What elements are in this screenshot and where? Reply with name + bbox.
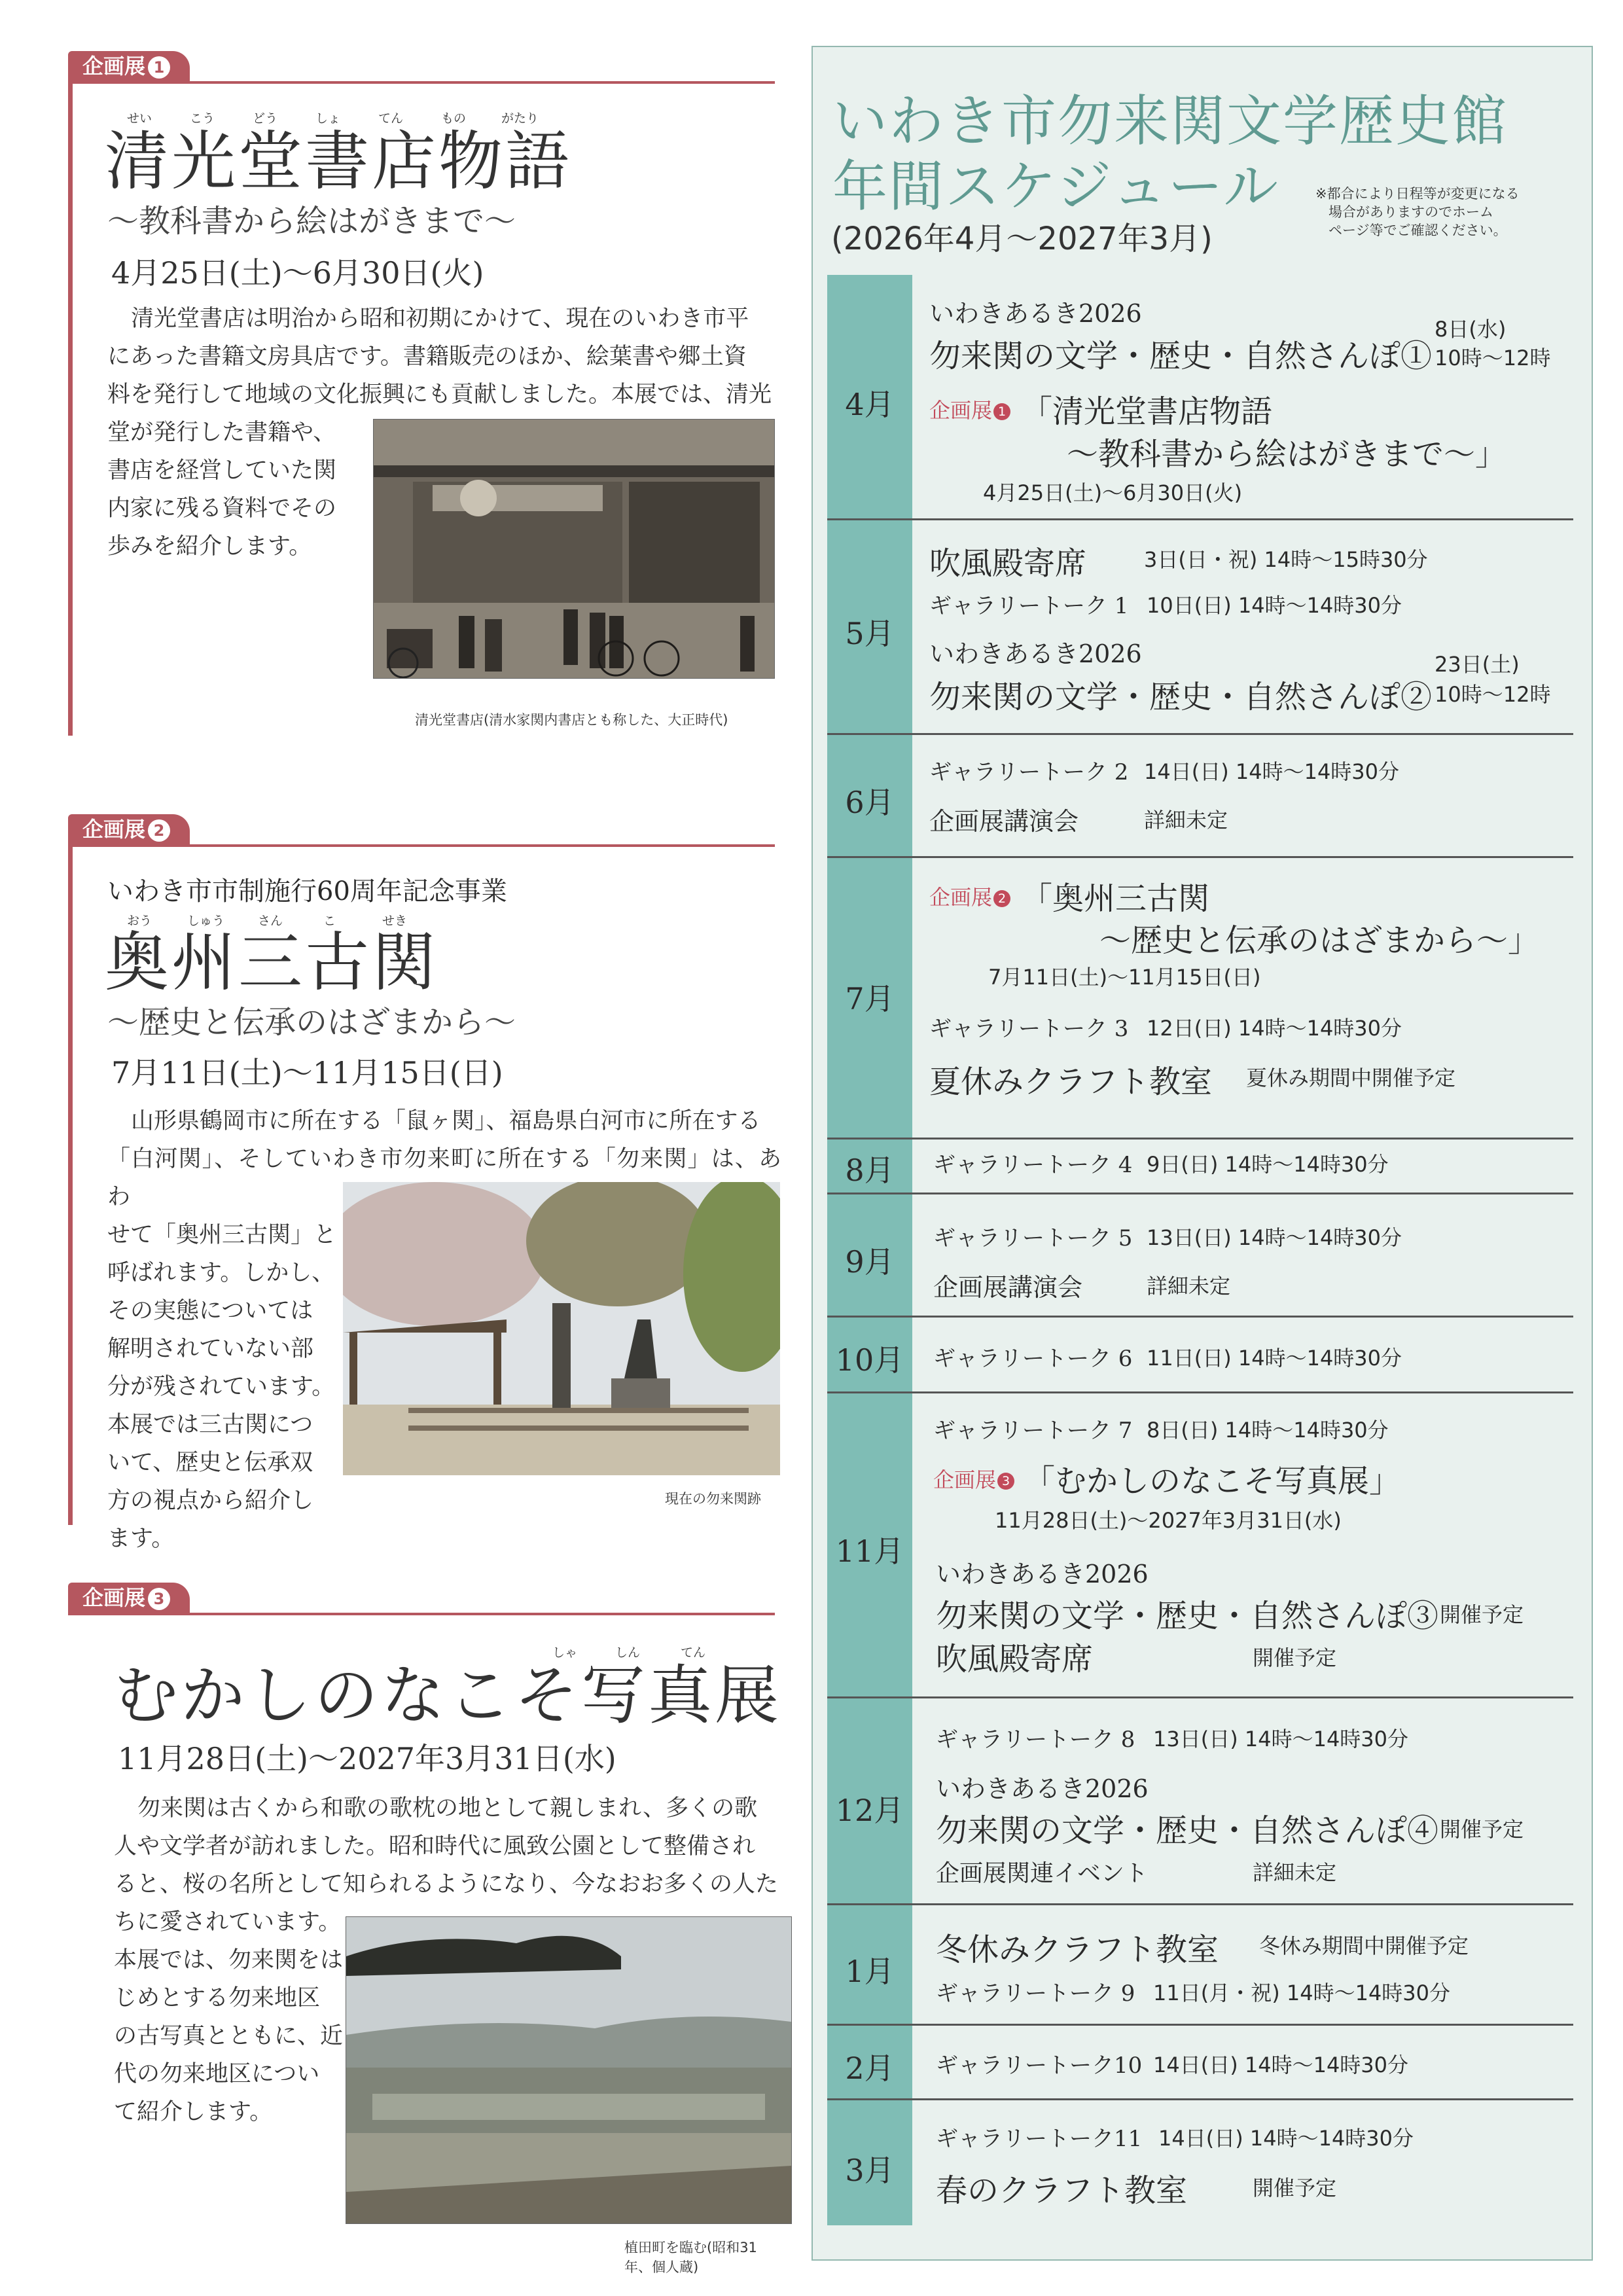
month-label: 12月 (835, 1793, 904, 1828)
month-label: 3月 (845, 2153, 895, 2188)
exhibition-number: 3 (148, 1588, 170, 1610)
body-line: て紹介します。 (114, 2099, 273, 2125)
ruby-char: しょ (315, 111, 341, 126)
event-time: 11日(月・祝) 14時〜14時30分 (1153, 1981, 1451, 2005)
tag-label: 企画展 (929, 885, 993, 910)
event-title: 夏休みクラフト教室 (929, 1064, 1213, 1100)
event-title: 企画展関連イベント (936, 1860, 1149, 1887)
row-divider (827, 1696, 1573, 1698)
tag-number: 3 (997, 1473, 1014, 1490)
body-line: 勿来関は古くから和歌の歌枕の地として親しまれ、多くの歌 (137, 1795, 758, 1821)
event-time: 9日(日) 14時〜14時30分 (1147, 1152, 1389, 1177)
row-divider (827, 1903, 1573, 1905)
row-divider (827, 1193, 1573, 1194)
ruby-char: こ (323, 914, 336, 928)
event-time: 開催予定 (1440, 1817, 1524, 1842)
ruby-char: てん (681, 1645, 706, 1660)
tag-label: 企画展 (933, 1467, 997, 1492)
ruby-char: もの (441, 111, 467, 126)
tag-number: 2 (993, 890, 1010, 907)
exhibition-subtitle: 〜歴史と伝承のはざまから〜 (107, 1004, 516, 1041)
event-title: ギャラリートーク 3 (929, 1016, 1129, 1042)
row-divider (827, 2098, 1573, 2100)
ruby-char: さん (258, 914, 283, 928)
event-label: いわきあるき2026 (929, 639, 1142, 668)
ruby-char: しゃ (552, 1645, 578, 1660)
note-line: ページ等でご確認ください。 (1329, 223, 1507, 238)
event-title: ギャラリートーク 9 (936, 1981, 1135, 2007)
event-time: 3日(日・祝) 14時〜15時30分 (1144, 547, 1428, 572)
event-title: 春のクラフト教室 (936, 2172, 1188, 2209)
exhibition-tag (929, 881, 1010, 911)
ruby-char: しゅう (187, 914, 225, 928)
event-title: ギャラリートーク 2 (929, 759, 1129, 785)
body-line: 代の勿来地区につい (114, 2061, 320, 2087)
body-line: の古写真とともに、近 (114, 2023, 344, 2049)
exhibition-title: 「むかしのなこそ写真展」 (1024, 1463, 1401, 1499)
event-title: ギャラリートーク 7 (933, 1418, 1133, 1444)
body-line: 人や文学者が訪れました。昭和時代に風致公園として整備され (114, 1833, 756, 1859)
exhibition-date: 7月11日(土)〜11月15日(日) (111, 1055, 503, 1090)
body-line: 料を発行して地域の文化振興にも貢献しました。本展では、清光 (107, 382, 772, 408)
event-time: 11日(日) 14時〜14時30分 (1147, 1346, 1402, 1371)
exhibition-tab (68, 814, 190, 844)
schedule-subtitle: 年間スケジュール (832, 154, 1279, 219)
photo-caption: 清光堂書店(清水家関内書店とも称した、大正時代) (415, 712, 728, 728)
event-time: 14日(日) 14時〜14時30分 (1158, 2126, 1414, 2151)
body-line: 書店を経営していた関 (107, 457, 337, 484)
ruby-char: せい (127, 111, 152, 126)
ruby-char: おう (127, 914, 152, 928)
event-label: いわきあるき2026 (936, 1774, 1149, 1803)
event-time: 10日(日) 14時〜14時30分 (1147, 593, 1402, 618)
row-divider (827, 1391, 1573, 1393)
row-divider (827, 1138, 1573, 1139)
bookstore-photo (373, 419, 775, 679)
exhibition-subtitle: 〜歴史と伝承のはざまから〜」 (1099, 922, 1540, 959)
event-time: 詳細未定 (1253, 1860, 1337, 1885)
body-line: 「白河関」、そしていわき市勿来町に所在する「勿来関」は、あわ (107, 1146, 781, 1210)
event-time: 8日(日) 14時〜14時30分 (1147, 1418, 1389, 1443)
event-date: 8日(水) (1435, 317, 1507, 342)
exhibition-title: 「清光堂書店物語 (1021, 393, 1273, 430)
exhibition-tab (68, 51, 190, 81)
event-title: 勿来関の文学・歴史・自然さんぽ② (929, 679, 1433, 715)
body-line: 清光堂書店は明治から昭和初期にかけて、現在のいわき市平 (131, 306, 749, 332)
exhibition-title: 清光堂書店物語 (105, 124, 573, 199)
event-title: ギャラリートーク 8 (936, 1727, 1135, 1753)
event-title: ギャラリートーク10 (936, 2053, 1143, 2079)
row-divider (827, 1316, 1573, 1318)
event-time: 冬休み期間中開催予定 (1259, 1933, 1469, 1958)
row-divider (827, 2024, 1573, 2026)
exhibition-2 (68, 814, 781, 1552)
exhibition-title: 奥州三古関 (105, 925, 439, 1000)
accent-bar (68, 81, 73, 736)
tag-number: 1 (993, 403, 1010, 420)
body-line: 分が残されています。 (107, 1374, 335, 1400)
body-line: 方の視点から紹介し (107, 1488, 314, 1514)
body-line: その実態については (107, 1298, 313, 1324)
event-label: いわきあるき2026 (936, 1560, 1149, 1588)
row-divider (827, 518, 1573, 520)
exhibition-date: 4月25日(土)〜6月30日(火) (983, 480, 1243, 505)
event-time: 開催予定 (1440, 1602, 1524, 1627)
divider (68, 844, 775, 847)
exhibition-number: 1 (148, 56, 170, 79)
month-label: 5月 (845, 616, 895, 651)
event-time: 開催予定 (1253, 2176, 1337, 2200)
event-label: いわきあるき2026 (929, 299, 1142, 328)
event-title: 企画展講演会 (933, 1273, 1083, 1302)
month-label: 6月 (845, 785, 895, 820)
event-title: ギャラリートーク 5 (933, 1225, 1133, 1251)
ruby-char: どう (253, 111, 278, 126)
exhibition-title: 「奥州三古関 (1021, 880, 1210, 917)
month-label: 2月 (845, 2051, 895, 2086)
event-time: 10時〜12時 (1435, 682, 1551, 707)
month-label: 9月 (845, 1244, 895, 1280)
body-line: 呼ばれます。しかし、 (107, 1260, 335, 1286)
ruby-char: がたり (501, 111, 539, 126)
event-time: 13日(日) 14時〜14時30分 (1147, 1225, 1402, 1250)
month-label: 4月 (845, 387, 895, 422)
event-time: 10時〜12時 (1435, 346, 1551, 370)
exhibition-date: 11月28日(土)〜2027年3月31日(水) (118, 1741, 616, 1776)
month-label: 7月 (845, 981, 895, 1016)
schedule-title: いわき市勿来関文学歴史館 (832, 89, 1508, 153)
exhibition-pretitle: いわき市市制施行60周年記念事業 (107, 876, 507, 906)
photo-caption: 植田町を臨む(昭和31年、個人蔵) (624, 2240, 757, 2275)
event-title: 冬休みクラフト教室 (936, 1931, 1219, 1968)
event-title: ギャラリートーク 4 (933, 1152, 1133, 1178)
exhibition-tab-label: 企画展 (82, 817, 146, 842)
exhibition-date: 4月25日(土)〜6月30日(火) (111, 255, 484, 291)
ruby-char: せき (382, 914, 408, 928)
ruby-char: こう (190, 111, 215, 126)
schedule-note (1315, 185, 1520, 240)
exhibition-title: むかしのなこそ写真展 (114, 1659, 782, 1733)
exhibition-subtitle: 〜教科書から絵はがきまで〜 (107, 203, 516, 240)
event-time: 詳細未定 (1144, 808, 1228, 833)
body-line: 本展では三古関につ (107, 1412, 313, 1438)
event-date: 23日(土) (1435, 652, 1520, 677)
body-line: 内家に残る資料でその (107, 495, 337, 522)
event-time: 13日(日) 14時〜14時30分 (1153, 1727, 1409, 1751)
tag-label: 企画展 (929, 398, 993, 423)
body-line: 歩みを紹介します。 (107, 533, 312, 560)
month-label: 1月 (845, 1954, 895, 1989)
exhibition-tag (933, 1463, 1014, 1494)
body-line: ちに愛されています。 (114, 1909, 342, 1935)
row-divider (827, 856, 1573, 858)
body-line: ると、桜の名所として知られるようになり、今なおお多くの人た (114, 1871, 779, 1897)
ruby-char: しん (615, 1645, 641, 1660)
event-time: 14日(日) 14時〜14時30分 (1153, 2053, 1409, 2077)
accent-bar (68, 844, 73, 1525)
photo-caption: 現在の勿来関跡 (665, 1491, 761, 1507)
body-line: にあった書籍文房具店です。書籍販売のほか、絵葉書や郷土資 (107, 344, 747, 370)
event-title: 勿来関の文学・歴史・自然さんぽ④ (936, 1812, 1439, 1849)
nakoso-barrier-photo (343, 1182, 780, 1475)
event-title: 吹風殿寄席 (936, 1641, 1094, 1677)
row-divider (827, 733, 1573, 735)
exhibition-tab-label: 企画展 (82, 54, 146, 79)
event-title: ギャラリートーク 1 (929, 593, 1129, 619)
event-title: 勿来関の文学・歴史・自然さんぽ③ (936, 1598, 1439, 1634)
divider (68, 1613, 775, 1615)
event-title: ギャラリートーク11 (936, 2126, 1143, 2152)
event-title: ギャラリートーク 6 (933, 1346, 1133, 1372)
event-time: 詳細未定 (1147, 1274, 1231, 1299)
event-time: 夏休み期間中開催予定 (1246, 1066, 1456, 1090)
month-label: 10月 (835, 1342, 904, 1378)
body-line: いて、歴史と伝承双 (107, 1450, 313, 1476)
body-line: 解明されていない部 (107, 1336, 314, 1362)
exhibition-subtitle: 〜教科書から絵はがきまで〜」 (1067, 436, 1507, 473)
exhibition-1 (68, 51, 781, 745)
exhibition-date: 7月11日(土)〜11月15日(日) (988, 965, 1261, 990)
ruby-char: てん (378, 111, 404, 126)
divider (68, 81, 775, 84)
note-line: 場合がありますのでホーム (1329, 204, 1493, 220)
body-line: せて「奥州三古関」と (107, 1222, 337, 1248)
exhibition-3 (68, 1583, 781, 2276)
body-line: 堂が発行した書籍や、 (107, 420, 336, 446)
event-time: 14日(日) 14時〜14時30分 (1144, 759, 1400, 784)
month-label: 11月 (835, 1534, 904, 1569)
exhibition-tag (929, 394, 1010, 424)
body-line: 本展では、勿来関をは (114, 1947, 344, 1973)
body-line: ます。 (107, 1526, 175, 1552)
ueda-town-photo (346, 1916, 792, 2224)
exhibition-date: 11月28日(土)〜2027年3月31日(水) (995, 1508, 1342, 1533)
event-time: 12日(日) 14時〜14時30分 (1147, 1016, 1402, 1041)
event-title: 企画展講演会 (929, 807, 1079, 836)
exhibition-tab (68, 1583, 190, 1613)
body-line: 山形県鶴岡市に所在する「鼠ヶ関」、福島県白河市に所在する (131, 1108, 761, 1134)
event-title: 吹風殿寄席 (929, 545, 1087, 582)
body-line: じめとする勿来地区 (114, 1985, 321, 2011)
schedule-period: (2026年4月〜2027年3月) (831, 221, 1213, 257)
event-time: 開催予定 (1253, 1645, 1337, 1670)
event-title: 勿来関の文学・歴史・自然さんぽ① (929, 338, 1433, 374)
exhibition-tab-label: 企画展 (82, 1585, 146, 1610)
exhibition-number: 2 (148, 819, 170, 842)
note-line: ※都合により日程等が変更になる (1315, 186, 1520, 202)
month-label: 8月 (845, 1153, 895, 1188)
